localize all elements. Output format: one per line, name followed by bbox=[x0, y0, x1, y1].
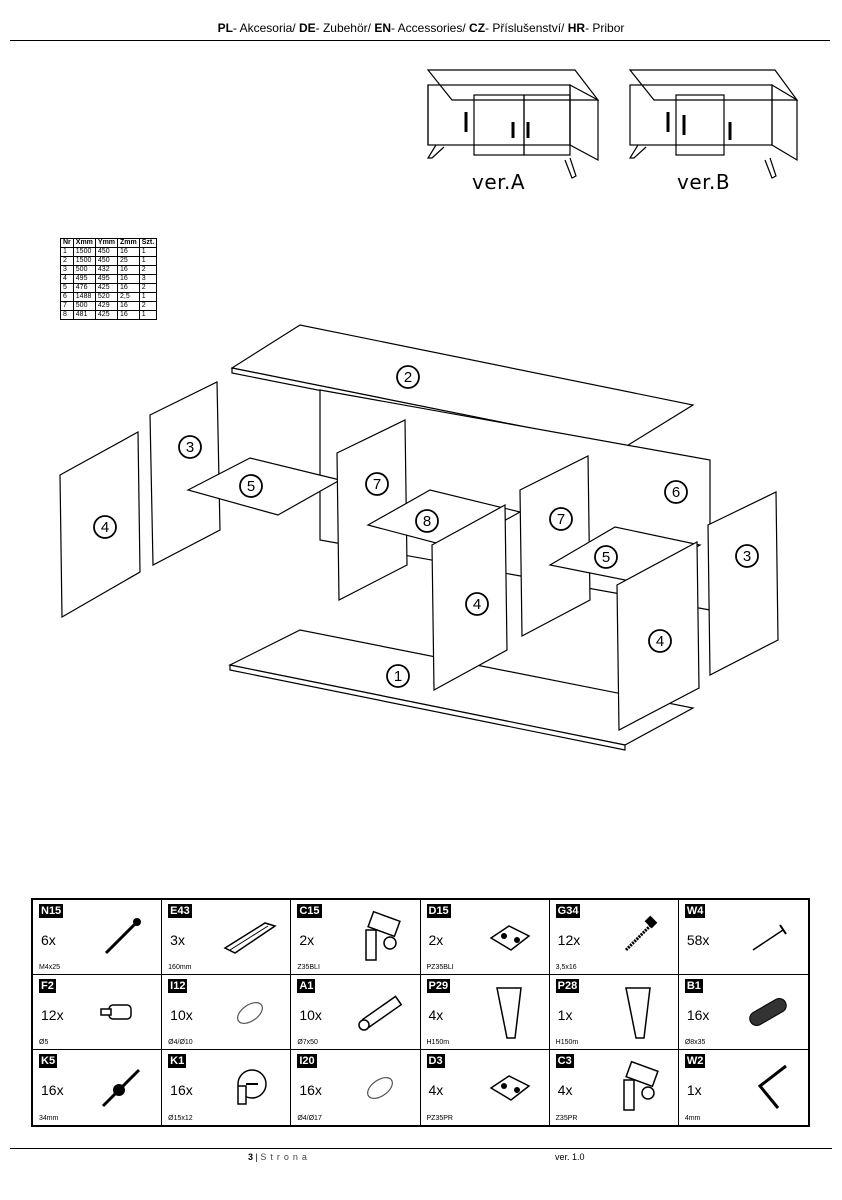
table-cell: 429 bbox=[95, 302, 117, 311]
table-cell: 6 bbox=[61, 293, 74, 302]
part-spec: PZ35BLI bbox=[426, 964, 454, 971]
table-cell: 450 bbox=[95, 257, 117, 266]
table-cell: 520 bbox=[95, 293, 117, 302]
table-header-cell: Xmm bbox=[73, 239, 95, 248]
table-cell: 500 bbox=[73, 302, 95, 311]
table-cell: 495 bbox=[95, 275, 117, 284]
part-code: B1 bbox=[686, 980, 701, 992]
screw-icon bbox=[91, 908, 151, 968]
part-quantity: 3x bbox=[170, 932, 185, 948]
table-cell: 2 bbox=[61, 257, 74, 266]
table-cell: 481 bbox=[73, 311, 95, 320]
part-spec: Ø4/Ø17 bbox=[297, 1115, 322, 1122]
part-cell-p29 bbox=[421, 975, 550, 1050]
table-header-cell: Ymm bbox=[95, 239, 117, 248]
panel-label-number: 2 bbox=[403, 369, 413, 386]
panel-label-number: 3 bbox=[742, 548, 752, 565]
table-cell: 425 bbox=[95, 311, 117, 320]
part-code: W4 bbox=[686, 905, 704, 917]
table-cell: 3 bbox=[61, 266, 74, 275]
part-quantity: 10x bbox=[170, 1007, 193, 1023]
table-cell: 1500 bbox=[73, 257, 95, 266]
header-lang-text: - Accessories/ bbox=[391, 21, 470, 35]
panel-label-number: 4 bbox=[100, 519, 110, 536]
part-spec: Ø4/Ø10 bbox=[168, 1039, 193, 1046]
part-quantity: 4x bbox=[428, 1007, 444, 1023]
part-spec: PZ35PR bbox=[426, 1115, 453, 1122]
header-lang-code: HR bbox=[567, 21, 586, 35]
handle-icon bbox=[220, 908, 280, 968]
table-cell: 2 bbox=[139, 302, 156, 311]
table-cell: 16 bbox=[118, 248, 140, 257]
table-cell: 500 bbox=[73, 266, 95, 275]
part-spec: Ø15x12 bbox=[168, 1115, 193, 1122]
part-spec: H150m bbox=[555, 1039, 579, 1046]
table-cell: 16 bbox=[118, 311, 140, 320]
part-code: I12 bbox=[170, 980, 186, 992]
table-row bbox=[61, 284, 157, 293]
cabinet-ver-a-drawing bbox=[428, 70, 598, 178]
panel-label-number: 6 bbox=[671, 484, 681, 501]
part-quantity: 4x bbox=[557, 1082, 573, 1098]
part-cell-w2 bbox=[679, 1050, 808, 1125]
header-lang-text: - Příslušenství/ bbox=[485, 21, 568, 35]
part-spec: 34mm bbox=[39, 1115, 59, 1122]
part-code: D3 bbox=[428, 1055, 443, 1067]
cam-lock-icon bbox=[220, 1058, 280, 1118]
table-cell: 450 bbox=[95, 248, 117, 257]
table-cell: 1 bbox=[139, 293, 156, 302]
table-cell: 495 bbox=[73, 275, 95, 284]
wall-plug-icon bbox=[350, 983, 410, 1043]
table-row bbox=[61, 302, 157, 311]
part-spec: Ø7x50 bbox=[297, 1039, 318, 1046]
table-cell: 16 bbox=[118, 266, 140, 275]
panel-label-number: 5 bbox=[246, 478, 256, 495]
shelf-pin-icon bbox=[91, 983, 151, 1043]
part-code: W2 bbox=[686, 1055, 704, 1067]
part-quantity: 16x bbox=[41, 1082, 64, 1098]
part-spec: Z35BLI bbox=[297, 964, 320, 971]
part-cell-k1 bbox=[162, 1050, 291, 1125]
page-word: Strona bbox=[260, 1152, 311, 1162]
table-cell: 1488 bbox=[73, 293, 95, 302]
table-header-cell: Zmm bbox=[118, 239, 140, 248]
version-b-label: ver.B bbox=[677, 170, 731, 194]
table-cell: 2 bbox=[139, 266, 156, 275]
part-spec: Ø5 bbox=[39, 1039, 49, 1046]
cam-bolt-icon bbox=[91, 1058, 151, 1118]
table-row bbox=[61, 293, 157, 302]
page-number-separator: | bbox=[253, 1152, 261, 1162]
table-row bbox=[61, 311, 157, 320]
panel-label-number: 7 bbox=[556, 511, 566, 528]
part-spec: 160mm bbox=[168, 964, 192, 971]
table-cell: 1 bbox=[139, 248, 156, 257]
part-spec: H150m bbox=[426, 1039, 450, 1046]
part-code: I20 bbox=[299, 1055, 315, 1067]
table-cell: 432 bbox=[95, 266, 117, 275]
part-quantity: 1x bbox=[557, 1007, 573, 1023]
dimensions-table-header bbox=[61, 239, 157, 248]
table-cell: 1 bbox=[139, 257, 156, 266]
table-header-cell: Nr bbox=[61, 239, 74, 248]
table-cell: 16 bbox=[118, 302, 140, 311]
part-quantity: 58x bbox=[686, 932, 710, 948]
part-cell-f2 bbox=[33, 975, 162, 1050]
table-cell: 1 bbox=[61, 248, 74, 257]
part-quantity: 10x bbox=[299, 1007, 322, 1023]
page-number bbox=[248, 1152, 311, 1162]
part-cell-w4 bbox=[679, 900, 808, 975]
part-quantity: 6x bbox=[41, 932, 56, 948]
header-lang-text: - Akcesoria/ bbox=[232, 21, 299, 35]
panel-label-number: 4 bbox=[655, 633, 665, 650]
part-cell-b1 bbox=[679, 975, 808, 1050]
part-code: E43 bbox=[170, 905, 190, 917]
table-cell: 7 bbox=[61, 302, 74, 311]
table-row bbox=[61, 275, 157, 284]
part-cell-d3 bbox=[421, 1050, 550, 1125]
header-lang-code: CZ bbox=[469, 21, 486, 35]
part-cell-c15 bbox=[291, 900, 420, 975]
part-quantity: 12x bbox=[41, 1007, 64, 1023]
part-code: G34 bbox=[557, 905, 579, 917]
part-cell-c3 bbox=[550, 1050, 679, 1125]
leg-icon bbox=[479, 983, 539, 1043]
table-cell: 5 bbox=[61, 284, 74, 293]
table-cell: 476 bbox=[73, 284, 95, 293]
panel-label-number: 1 bbox=[393, 668, 403, 685]
table-cell: 425 bbox=[95, 284, 117, 293]
part-cell-n15 bbox=[33, 900, 162, 975]
table-cell: 1500 bbox=[73, 248, 95, 257]
part-code: F2 bbox=[41, 980, 54, 992]
part-cell-e43 bbox=[162, 900, 291, 975]
document-version: ver. 1.0 bbox=[555, 1152, 585, 1162]
part-cell-a1 bbox=[291, 975, 420, 1050]
part-code: P29 bbox=[428, 980, 449, 992]
part-cell-d15 bbox=[421, 900, 550, 975]
part-code: C15 bbox=[299, 905, 320, 917]
part-code: D15 bbox=[428, 905, 449, 917]
table-cell: 3 bbox=[139, 275, 156, 284]
table-cell: 16 bbox=[118, 284, 140, 293]
panel-label-number: 3 bbox=[185, 439, 195, 456]
part-quantity: 16x bbox=[299, 1082, 322, 1098]
cap-icon bbox=[220, 983, 280, 1043]
part-spec: M4x25 bbox=[39, 964, 61, 971]
part-spec: Ø8x35 bbox=[684, 1039, 706, 1046]
table-row bbox=[61, 248, 157, 257]
table-row bbox=[61, 266, 157, 275]
part-code: A1 bbox=[299, 980, 314, 992]
table-cell: 25 bbox=[118, 257, 140, 266]
header-lang-code: DE bbox=[298, 21, 316, 35]
table-cell: 16 bbox=[118, 275, 140, 284]
part-quantity: 1x bbox=[686, 1082, 702, 1098]
table-cell: 2,5 bbox=[118, 293, 140, 302]
leg-icon bbox=[608, 983, 668, 1043]
table-cell: 2 bbox=[139, 284, 156, 293]
part-cell-i20 bbox=[291, 1050, 420, 1125]
hinge-icon bbox=[350, 908, 410, 968]
part-quantity: 12x bbox=[557, 932, 581, 948]
footer-divider bbox=[10, 1148, 832, 1149]
panel-label-number: 5 bbox=[601, 549, 611, 566]
dimensions-table bbox=[60, 238, 157, 320]
panel-label-number: 7 bbox=[372, 476, 382, 493]
hinge-plate-icon bbox=[479, 908, 539, 968]
part-code: N15 bbox=[41, 905, 62, 917]
exploded-panels bbox=[60, 325, 778, 750]
header-lang-text: - Pribor bbox=[585, 21, 625, 35]
hinge-icon bbox=[608, 1058, 668, 1118]
hinge-plate-icon bbox=[479, 1058, 539, 1118]
part-cell-i12 bbox=[162, 975, 291, 1050]
panel-label-number: 8 bbox=[422, 513, 432, 530]
table-cell: 8 bbox=[61, 311, 74, 320]
nail-icon bbox=[738, 908, 798, 968]
part-code: C3 bbox=[557, 1055, 572, 1067]
part-code: K5 bbox=[41, 1055, 56, 1067]
header-lang-code: PL bbox=[217, 21, 233, 35]
part-quantity: 2x bbox=[428, 932, 444, 948]
table-cell: 1 bbox=[139, 311, 156, 320]
hex-key-icon bbox=[738, 1058, 798, 1118]
page-number-value: 3 bbox=[248, 1152, 254, 1162]
part-spec: 3,5x16 bbox=[555, 964, 577, 971]
table-cell: 4 bbox=[61, 275, 74, 284]
part-spec: Z35PR bbox=[555, 1115, 578, 1122]
cabinet-ver-b-drawing bbox=[630, 70, 797, 178]
cap-icon bbox=[350, 1058, 410, 1118]
part-cell-k5 bbox=[33, 1050, 162, 1125]
table-row bbox=[61, 257, 157, 266]
version-a-label: ver.A bbox=[472, 170, 526, 194]
part-quantity: 4x bbox=[428, 1082, 444, 1098]
part-code: K1 bbox=[170, 1055, 185, 1067]
part-quantity: 2x bbox=[299, 932, 315, 948]
part-quantity: 16x bbox=[686, 1007, 710, 1023]
part-spec: 4mm bbox=[684, 1115, 701, 1122]
panel-label-number: 4 bbox=[472, 596, 482, 613]
wood-screw-icon bbox=[608, 908, 668, 968]
header-lang-code: EN bbox=[374, 21, 391, 35]
part-quantity: 16x bbox=[170, 1082, 193, 1098]
dowel-icon bbox=[738, 983, 798, 1043]
hardware-parts-grid bbox=[31, 898, 810, 1127]
header-lang-text: - Zubehör/ bbox=[315, 21, 375, 35]
part-cell-p28 bbox=[550, 975, 679, 1050]
table-header-cell: Szt. bbox=[139, 239, 156, 248]
part-cell-g34 bbox=[550, 900, 679, 975]
part-code: P28 bbox=[557, 980, 578, 992]
